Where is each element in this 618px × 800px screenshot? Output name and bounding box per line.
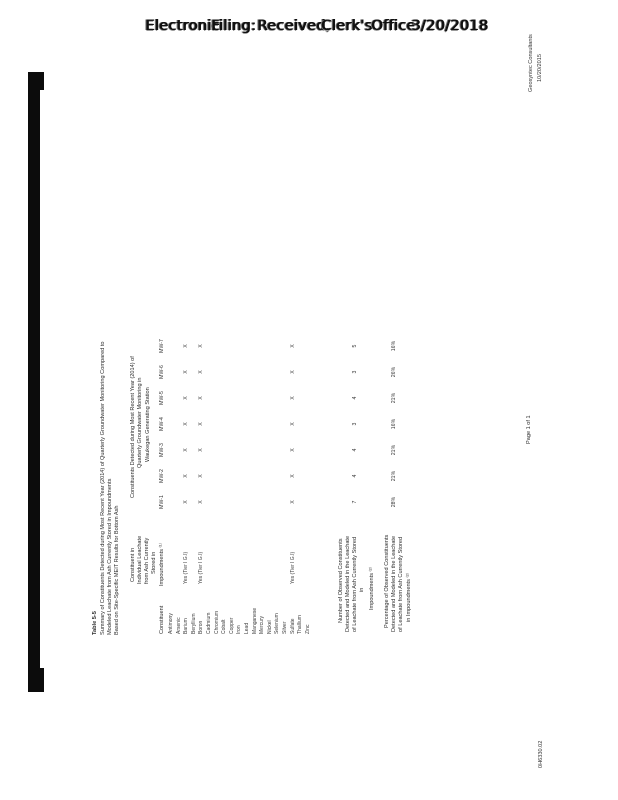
- col-header-leachate: Impoundments ⁽¹⁾: [159, 542, 165, 586]
- well-header: MW-4: [159, 417, 165, 431]
- firm-name: Geosyntec Consultants: [528, 34, 534, 92]
- stamp-word: Office: [371, 18, 416, 34]
- percent-row-label: of Leachate from Ash Currently Stored: [398, 536, 404, 632]
- detection-mark: X: [198, 448, 205, 452]
- percent-value: 28%: [391, 496, 397, 508]
- constituent-name: Cadmium: [206, 612, 212, 634]
- col-header-detected: Quarterly Groundwater Monitoring in: [137, 377, 143, 468]
- constituent-name: Nickel: [266, 620, 273, 634]
- constituent-name: Sulfate: [289, 618, 296, 634]
- col-header-leachate: Stored in: [151, 551, 157, 574]
- constituent-name: Silver: [282, 621, 288, 634]
- col-header-detected: Constituents Detected during Most Recent Year (2014) of: [130, 356, 136, 498]
- leachate-flag: Yes (Tier I G.I): [198, 551, 205, 584]
- number-value: 4: [352, 474, 358, 478]
- well-header: MW-3: [159, 443, 165, 457]
- table-title-line: Based on Site-Specific MEIT Results for Bottom Ash: [114, 505, 120, 635]
- constituent-name: Arsenic: [175, 617, 182, 634]
- detection-mark: X: [183, 370, 190, 374]
- constituent-name: Thallium: [297, 615, 304, 634]
- col-header-leachate: Constituent in: [130, 547, 136, 582]
- footer-date: 10/20/2015: [537, 54, 543, 82]
- constituent-name: Chromium: [213, 610, 220, 634]
- detection-mark: X: [183, 500, 190, 504]
- scan-edge: [28, 72, 40, 692]
- percent-value: 21%: [391, 392, 397, 404]
- constituent-name: Selenium: [274, 613, 281, 634]
- constituent-name: Beryllium: [190, 613, 197, 634]
- percent-value: 21%: [391, 444, 397, 456]
- percent-row-label: Detected and Modeled in the Leachate: [391, 535, 397, 632]
- leachate-flag: Yes (Tier I G.I): [183, 551, 190, 584]
- constituent-name: Lead: [244, 622, 250, 634]
- doc-number: 0H6330.02: [538, 740, 544, 768]
- detection-mark: X: [183, 422, 190, 426]
- constituent-name: Manganese: [251, 607, 258, 634]
- col-header-leachate: from Ash Currently: [144, 537, 150, 584]
- constituent-name: Copper: [228, 617, 235, 634]
- detection-mark: X: [183, 396, 190, 400]
- detection-mark: X: [198, 422, 205, 426]
- percent-row-label: Percentage of Observed Constituents: [384, 534, 390, 628]
- page-number: Page 1 of 1: [526, 415, 532, 444]
- number-value: 3: [352, 370, 358, 374]
- number-row-label: of Leachate from Ash Currently Stored: [352, 536, 358, 632]
- number-value: 7: [352, 500, 358, 504]
- detection-mark: X: [198, 344, 205, 348]
- rotated-table: [80, 80, 560, 760]
- col-header-leachate: Individual Leachate: [137, 535, 143, 584]
- constituent-name: Zinc: [304, 624, 311, 634]
- constituent-name: Boron: [198, 620, 205, 634]
- well-header: MW-2: [159, 469, 165, 483]
- well-header: MW-7: [159, 339, 165, 353]
- number-value: 5: [352, 344, 358, 348]
- col-header-constituent: Constituent: [159, 605, 165, 634]
- constituent-name: Mercury: [259, 615, 266, 634]
- detection-mark: X: [198, 500, 205, 504]
- constituent-name: Barium: [183, 618, 190, 634]
- scan-edge-notch: [38, 668, 44, 692]
- table-number: Table 5-5: [92, 611, 98, 635]
- detection-mark: X: [198, 370, 205, 374]
- stamp-word: Received,: [257, 18, 331, 34]
- detection-mark: X: [289, 422, 296, 426]
- percent-value: 26%: [391, 366, 397, 378]
- detection-mark: X: [289, 474, 296, 478]
- number-value: 3: [352, 422, 358, 426]
- stamp-word: Clerk's: [321, 18, 373, 34]
- stamp-word: Electronic: [145, 18, 220, 34]
- table-title-line: Modeled Leachate from Ash Currently Stored in Impoundments: [107, 478, 113, 635]
- detection-mark: X: [198, 396, 205, 400]
- filing-stamp: [145, 18, 489, 40]
- number-value: 4: [352, 448, 358, 452]
- detection-mark: X: [289, 448, 296, 452]
- leachate-flag: Yes (Tier I G.I): [289, 551, 296, 584]
- number-value: 4: [352, 396, 358, 400]
- number-row-label: in: [359, 587, 365, 592]
- detection-mark: X: [198, 474, 205, 478]
- percent-value: 21%: [391, 470, 397, 482]
- well-header: MW-6: [159, 365, 165, 379]
- detection-mark: X: [183, 344, 190, 348]
- number-row-label: Number of Observed Constituents: [338, 538, 344, 623]
- percent-row-label: in Impoundments ⁽²⁾: [406, 572, 412, 622]
- constituent-name: Iron: [236, 625, 243, 634]
- number-row-label: Detected and Modeled in the Leachate: [345, 535, 351, 632]
- constituent-name: Antimony: [168, 613, 174, 634]
- scan-edge-notch: [38, 72, 44, 90]
- detection-mark: X: [183, 474, 190, 478]
- detection-mark: X: [289, 370, 296, 374]
- detection-mark: X: [289, 500, 296, 504]
- percent-value: 16%: [391, 340, 397, 352]
- detection-mark: X: [289, 344, 296, 348]
- percent-value: 16%: [391, 418, 397, 430]
- col-header-detected: Waukegan Generating Station: [145, 387, 151, 462]
- well-header: MW-1: [159, 495, 165, 509]
- detection-mark: X: [289, 396, 296, 400]
- stamp-word: Filing:: [211, 18, 256, 34]
- stamp-date: 3/20/2018: [411, 18, 489, 34]
- table-title-line: Summary of Constituents Detected during Most Recent Year (2014) of Quarterly Groundwater Monitoring Compared to: [100, 341, 106, 635]
- well-header: MW-5: [159, 391, 165, 405]
- detection-mark: X: [183, 448, 190, 452]
- constituent-name: Cobalt: [221, 619, 228, 634]
- number-row-label: Impoundments ⁽²⁾: [369, 566, 375, 610]
